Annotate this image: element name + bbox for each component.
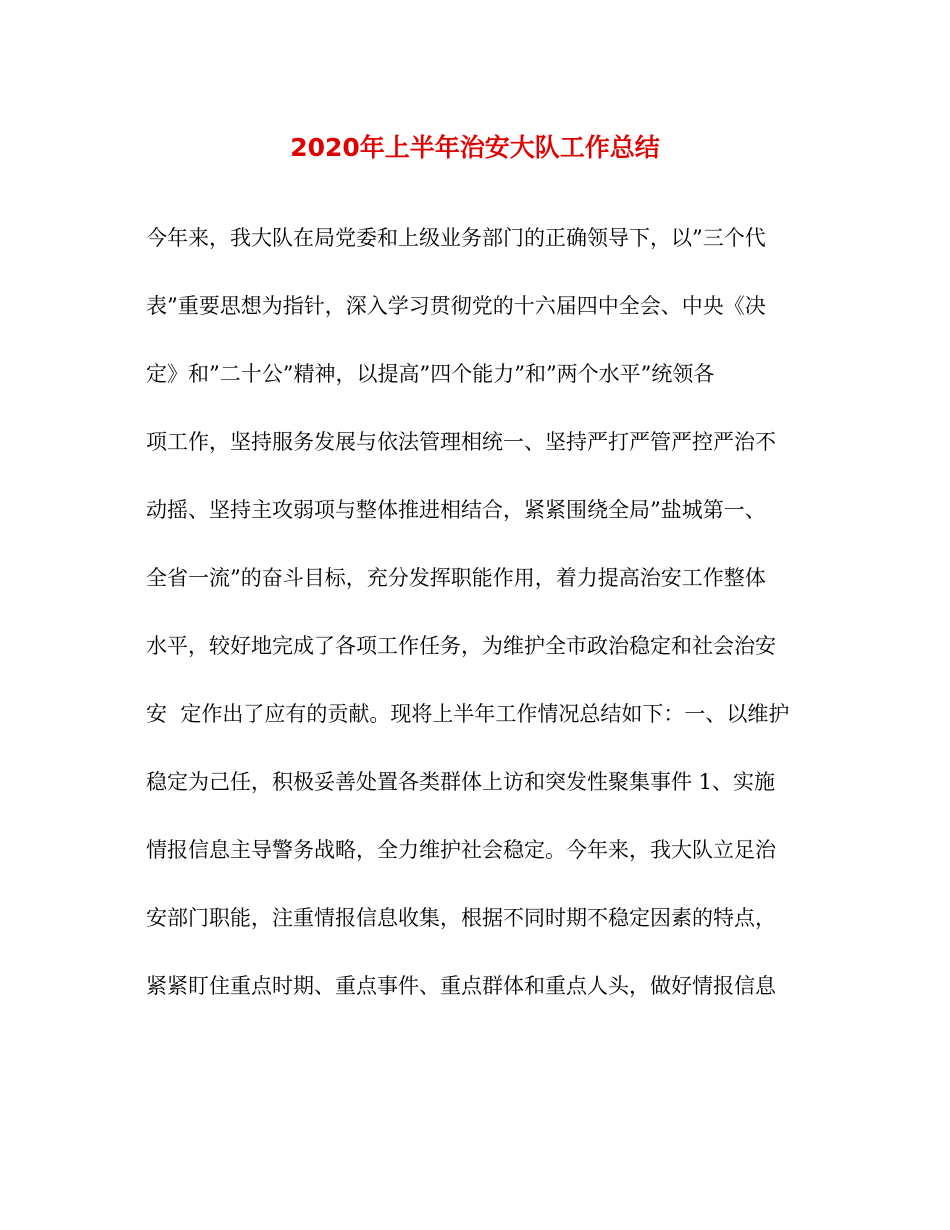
body-line: 情报信息主导警务战略，全力维护社会稳定。今年来，我大队立足治: [146, 838, 776, 862]
body-line: 表”重要思想为指针，深入学习贯彻党的十六届四中全会、中央《决: [146, 294, 766, 318]
body-line: 动摇、坚持主攻弱项与整体推进相结合，紧紧围绕全局”盐城第一、: [146, 498, 766, 522]
body-line: 稳定为己任，积极妥善处置各类群体上访和突发性聚集事件 1、实施: [146, 770, 776, 794]
body-line: 全省一流”的奋斗目标，充分发挥职能作用，着力提高治安工作整体: [146, 566, 766, 590]
body-line: 今年来，我大队在局党委和上级业务部门的正确领导下，以”三个代: [146, 226, 766, 250]
body-line: 项工作，坚持服务发展与依法管理相统一、坚持严打严管严控严治不: [146, 430, 776, 454]
body-line: 定》和”二十公”精神，以提高”四个能力”和”两个水平”统领各: [146, 362, 715, 386]
document-title: 2020年上半年治安大队工作总结: [290, 133, 660, 162]
body-line: 紧紧盯住重点时期、重点事件、重点群体和重点人头，做好情报信息: [146, 974, 776, 998]
body-line: 安 定作出了应有的贡献。现将上半年工作情况总结如下：一、以维护: [146, 702, 790, 726]
body-line: 安部门职能，注重情报信息收集，根据不同时期不稳定因素的特点，: [146, 906, 776, 930]
document-body: [146, 208, 806, 1024]
body-line: 水平，较好地完成了各项工作任务，为维护全市政治稳定和社会治安: [146, 634, 776, 658]
